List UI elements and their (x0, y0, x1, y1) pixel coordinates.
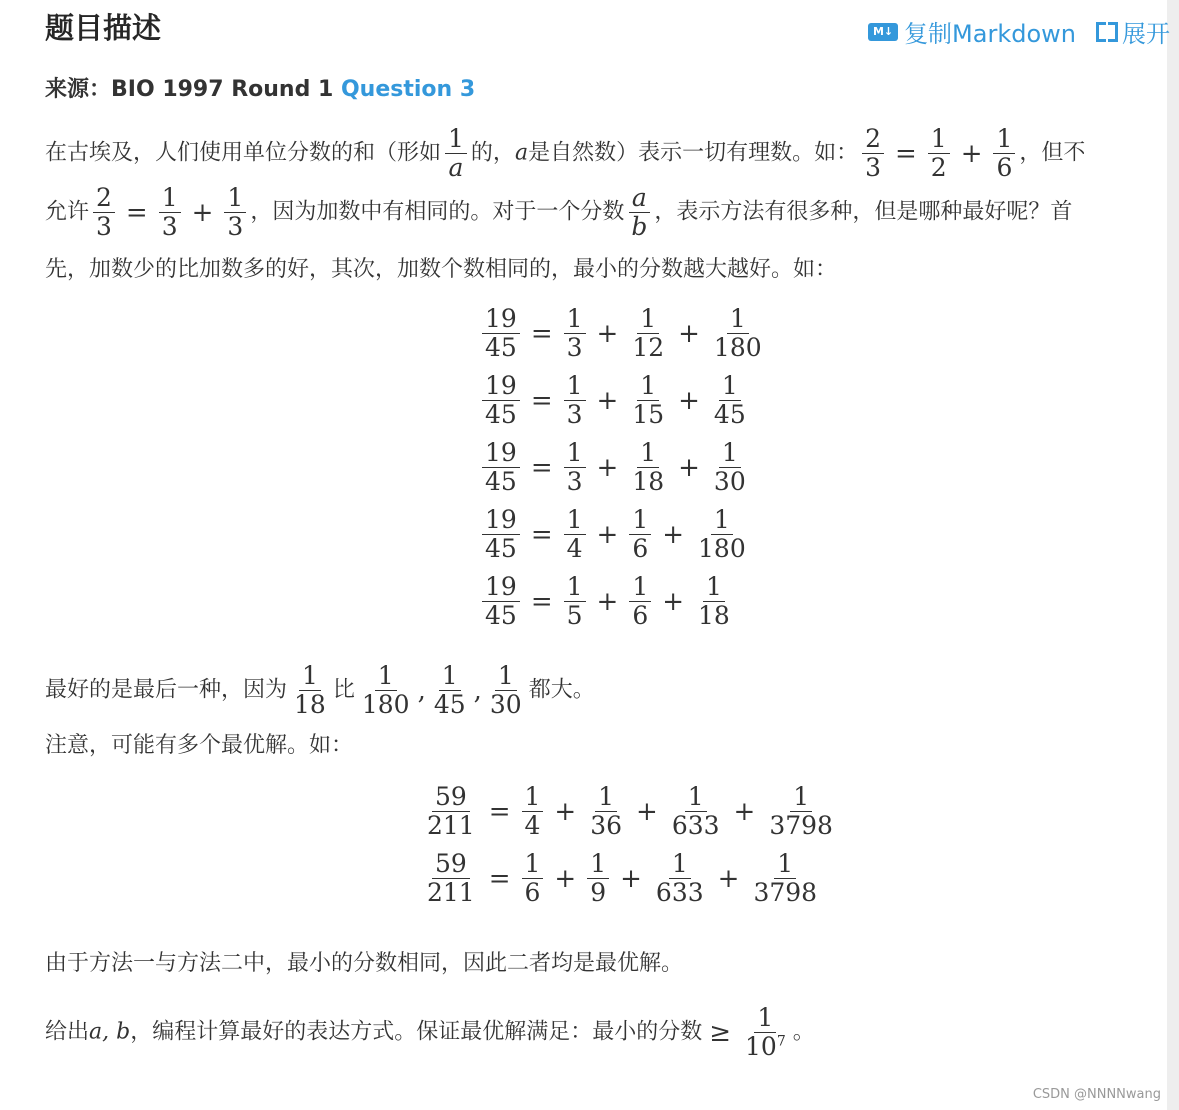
numerator: 1 (564, 573, 586, 602)
denominator: 45 (485, 534, 517, 563)
fraction (564, 439, 586, 496)
fraction (750, 850, 820, 907)
paragraph-3: 先，加数少的比加数多的好，其次，加数个数相同的，最小的分数越大越好。如： (45, 257, 838, 282)
numerator: 1 (637, 439, 659, 468)
fraction (482, 506, 520, 563)
text: ，但不 (1019, 140, 1086, 166)
fraction (766, 783, 836, 840)
numerator: 1 (637, 305, 659, 334)
denominator: 3 (161, 212, 178, 241)
expand-icon[interactable] (1096, 22, 1118, 42)
denominator: 6 (632, 601, 649, 630)
denominator: 3 (865, 153, 881, 182)
numerator: 1 (564, 305, 586, 334)
expand-button[interactable]: 展开 (1122, 20, 1170, 48)
numerator: 1 (375, 662, 397, 691)
fraction (629, 506, 651, 563)
denominator: 180 (713, 333, 762, 362)
fraction (629, 439, 667, 496)
text: 。 (792, 1019, 815, 1045)
denominator: 18 (698, 601, 730, 630)
fraction (359, 662, 413, 719)
page-title: 题目描述 (45, 11, 162, 45)
fraction (159, 184, 181, 241)
text: 比 (332, 677, 355, 703)
denominator: 180 (698, 534, 746, 563)
numerator: 19 (482, 439, 520, 468)
denominator: 4 (566, 534, 583, 563)
numerator: 1 (719, 439, 741, 468)
numerator: 1 (727, 305, 749, 334)
plus-sign: + (596, 452, 619, 483)
plus-sign: + (960, 138, 983, 169)
equals-sign: = (894, 138, 917, 169)
fraction (445, 125, 467, 182)
numerator: 19 (482, 372, 520, 401)
fraction (993, 125, 1015, 182)
fraction (711, 305, 765, 362)
numerator: 1 (495, 662, 517, 691)
paragraph-5: 注意，可能有多个最优解。如： (45, 733, 354, 758)
paragraph-4 (45, 662, 595, 719)
numerator: 1 (587, 850, 609, 879)
text: 允许 (45, 199, 90, 225)
comma: , (417, 675, 426, 706)
denominator: 45 (433, 690, 466, 719)
power-base: 10 (745, 1032, 777, 1061)
equation-block-1 (478, 300, 769, 635)
fraction (482, 305, 520, 362)
numerator: a (629, 184, 650, 213)
plus-sign: + (191, 197, 214, 228)
numerator: 1 (629, 506, 651, 535)
fraction (93, 184, 115, 241)
denominator: 18 (632, 467, 665, 496)
equation-line (478, 568, 737, 635)
numerator: 1 (993, 125, 1015, 154)
numerator: 1 (564, 372, 586, 401)
denominator: a (448, 153, 464, 182)
plus-sign: + (596, 519, 619, 550)
plus-sign: + (678, 452, 700, 483)
denominator: 18 (294, 690, 326, 719)
numerator: 1 (564, 439, 586, 468)
denominator: 15 (632, 400, 665, 429)
numerator: 1 (685, 783, 707, 812)
numerator: 1 (224, 184, 246, 213)
comma: , (473, 675, 482, 706)
plus-sign: + (662, 519, 685, 550)
plus-sign: + (554, 863, 577, 894)
problem-source (45, 72, 475, 103)
numerator: 19 (482, 573, 520, 602)
equals-sign: = (530, 452, 553, 483)
math-var: a (514, 140, 529, 166)
denominator: 180 (361, 690, 410, 719)
fraction (522, 850, 544, 907)
fraction (564, 372, 586, 429)
denominator: 3 (566, 467, 583, 496)
denominator: 4 (524, 811, 541, 840)
fraction (587, 783, 625, 840)
paragraph-6: 由于方法一与方法二中，最小的分数相同，因此二者均是最优解。 (45, 951, 684, 976)
equals-sign: = (530, 318, 553, 349)
fraction (424, 783, 478, 840)
denominator: 3798 (753, 878, 818, 907)
plus-sign: + (596, 586, 619, 617)
equation-line (420, 778, 840, 845)
equals-sign: = (530, 586, 553, 617)
fraction (629, 372, 667, 429)
numerator: 59 (432, 783, 470, 812)
fraction (522, 783, 544, 840)
equation-line (478, 367, 753, 434)
numerator: 1 (790, 783, 812, 812)
fraction (487, 662, 525, 719)
numerator: 1 (564, 506, 586, 535)
fraction (564, 305, 586, 362)
text: 是自然数）表示一切有理数。如： (528, 140, 859, 166)
numerator: 1 (445, 125, 467, 154)
text: ，编程计算最好的表达方式。保证最优解满足：最小的分数 (130, 1019, 703, 1045)
denominator: 211 (427, 811, 475, 840)
denominator: 45 (485, 467, 517, 496)
fraction (669, 783, 723, 840)
text: 的， (470, 140, 515, 166)
equation-line (478, 501, 753, 568)
equals-sign: = (530, 385, 553, 416)
fraction (564, 506, 586, 563)
denominator: 3 (566, 400, 583, 429)
paragraph-2 (45, 184, 1072, 241)
numerator: 59 (432, 850, 470, 879)
numerator: 1 (669, 850, 691, 879)
text: 最好的是最后一种，因为 (45, 677, 288, 703)
denominator: 3798 (769, 811, 833, 840)
copy-markdown-button[interactable]: 复制Markdown (904, 20, 1076, 48)
fraction (695, 573, 733, 630)
plus-sign: + (678, 318, 700, 349)
math-vars: a, b (89, 1019, 131, 1045)
fraction (695, 506, 749, 563)
numerator: 2 (93, 184, 115, 213)
numerator: 1 (522, 783, 544, 812)
denominator: 9 (590, 878, 607, 907)
equation-line (478, 434, 753, 501)
denominator: 30 (713, 467, 746, 496)
numerator: 1 (159, 184, 181, 213)
fraction (482, 573, 520, 630)
header (45, 8, 1170, 48)
denominator: 45 (485, 333, 517, 362)
denominator (742, 1033, 789, 1061)
numerator: 1 (522, 850, 544, 879)
plus-sign: + (636, 796, 658, 827)
denominator: 45 (485, 400, 517, 429)
numerator: 19 (482, 305, 520, 334)
scrollbar[interactable] (1167, 0, 1179, 1110)
fraction (711, 372, 749, 429)
plus-sign: + (662, 586, 685, 617)
source-prefix: 来源：BIO 1997 Round 1 (45, 77, 341, 102)
text: 在古埃及，人们使用单位分数的和（形如 (45, 140, 442, 166)
numerator: 1 (928, 125, 950, 154)
plus-sign: + (596, 385, 619, 416)
denominator: 633 (671, 811, 720, 840)
power-exponent: 7 (776, 1033, 786, 1050)
text: ，表示方法有很多种，但是哪种最好呢？首 (654, 199, 1073, 225)
denominator: 36 (590, 811, 623, 840)
denominator: 6 (996, 153, 1013, 182)
fraction (862, 125, 884, 182)
plus-sign: + (733, 796, 756, 827)
numerator: 1 (719, 372, 741, 401)
denominator: 2 (930, 153, 947, 182)
fraction (628, 184, 650, 241)
denominator: 6 (632, 534, 649, 563)
fraction (587, 850, 609, 907)
equals-sign: = (488, 796, 511, 827)
denominator: 3 (566, 333, 583, 362)
denominator: 12 (632, 333, 665, 362)
source-link[interactable]: Question 3 (340, 77, 476, 102)
denominator: b (631, 212, 648, 241)
numerator: 2 (862, 125, 884, 154)
plus-sign: + (678, 385, 700, 416)
fraction (653, 850, 707, 907)
paragraph-1 (45, 125, 1085, 182)
text: 给出 (45, 1019, 90, 1045)
fraction (424, 850, 478, 907)
fraction (224, 184, 246, 241)
fraction (629, 305, 667, 362)
equation-line (420, 845, 824, 912)
numerator: 1 (439, 662, 461, 691)
markdown-icon[interactable]: M↓ (868, 23, 898, 41)
numerator: 1 (637, 372, 659, 401)
paragraph-7 (45, 1004, 815, 1061)
header-actions (868, 14, 1170, 49)
fraction (431, 662, 469, 719)
numerator: 19 (482, 506, 520, 535)
fraction (291, 662, 329, 719)
numerator: 1 (595, 783, 617, 812)
equals-sign: = (488, 863, 511, 894)
numerator: 1 (754, 1004, 776, 1033)
plus-sign: + (620, 863, 642, 894)
fraction (629, 573, 651, 630)
denominator: 30 (489, 690, 522, 719)
denominator: 45 (713, 400, 746, 429)
fraction (742, 1004, 789, 1061)
fraction (482, 372, 520, 429)
denominator: 3 (96, 212, 112, 241)
numerator: 1 (703, 573, 725, 602)
denominator: 211 (427, 878, 475, 907)
fraction (928, 125, 950, 182)
denominator: 3 (227, 212, 244, 241)
numerator: 1 (711, 506, 733, 535)
denominator: 633 (655, 878, 704, 907)
fraction (711, 439, 749, 496)
equals-sign: = (125, 197, 148, 228)
plus-sign: + (717, 863, 740, 894)
fraction (564, 573, 586, 630)
watermark: CSDN @NNNNwang (1032, 1087, 1161, 1102)
denominator: 6 (524, 878, 541, 907)
numerator: 1 (774, 850, 796, 879)
equals-sign: = (530, 519, 553, 550)
plus-sign: + (596, 318, 619, 349)
plus-sign: + (554, 796, 577, 827)
numerator: 1 (629, 573, 651, 602)
numerator: 1 (299, 662, 321, 691)
text: 都大。 (528, 677, 595, 703)
geq-sign: ≥ (709, 1017, 732, 1048)
equation-line (478, 300, 769, 367)
denominator: 45 (485, 601, 517, 630)
equation-block-2 (420, 778, 840, 912)
fraction (482, 439, 520, 496)
denominator: 5 (566, 601, 583, 630)
text: ，因为加数中有相同的。对于一个分数 (250, 199, 625, 225)
